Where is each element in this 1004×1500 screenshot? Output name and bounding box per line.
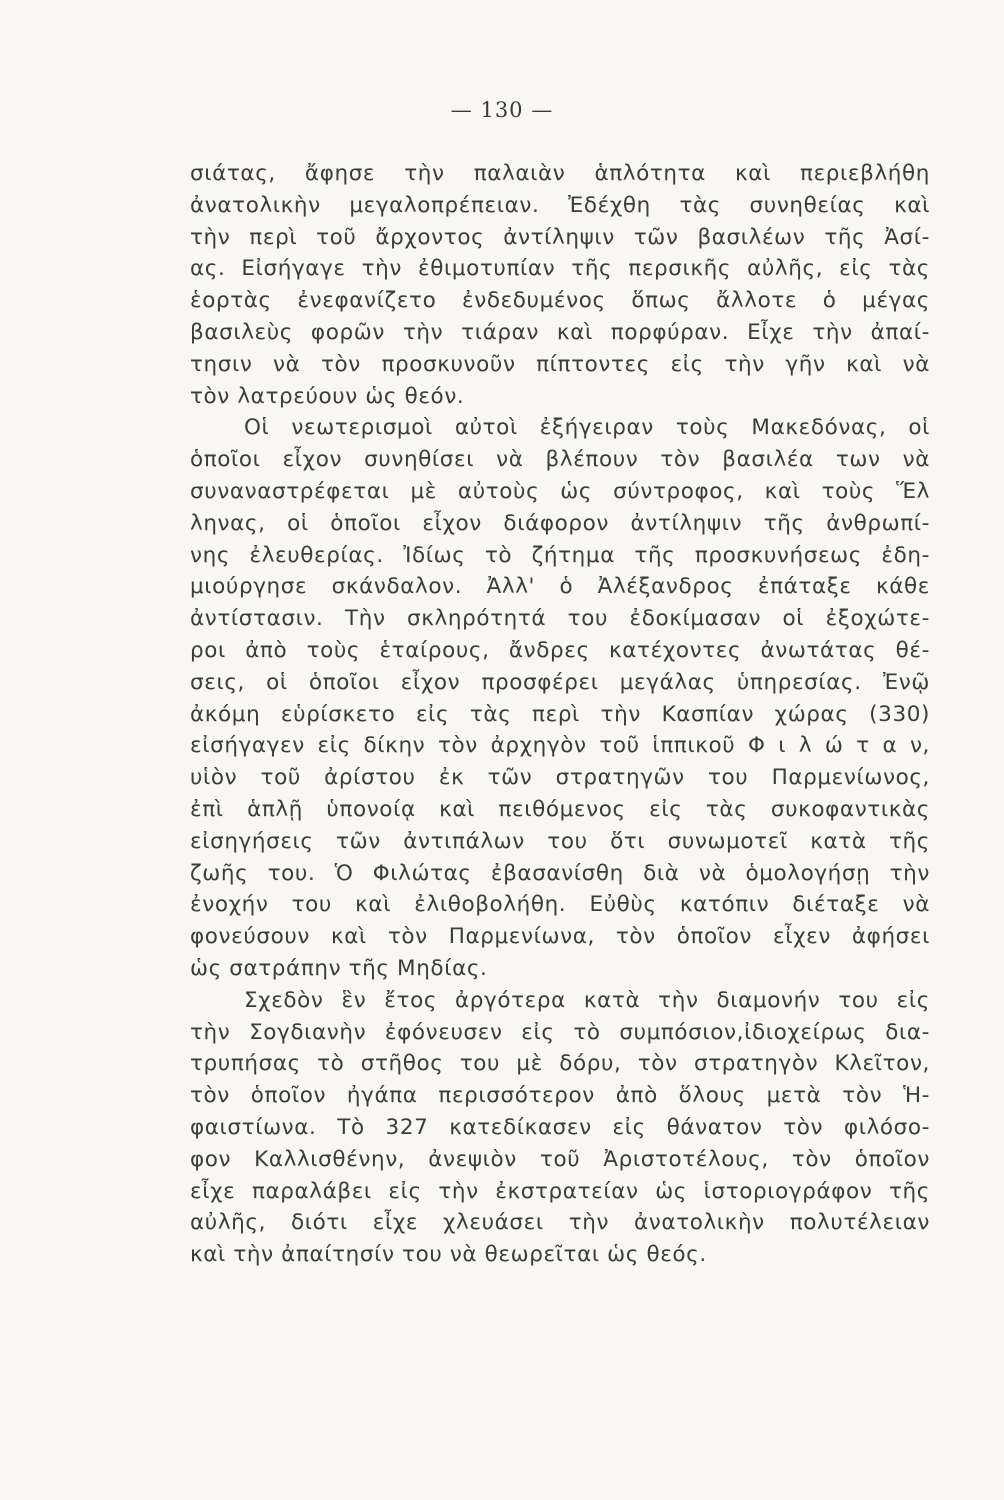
text-line: σιάτας, ἄφησε τὴν παλαιὰν ἁπλότητα καὶ περιεβλήθη <box>190 161 930 186</box>
text-line: ληνας, οἱ ὁποῖοι εἶχον διάφορον ἀντίληψιν τῆς ἀνθρωπί- <box>190 510 930 536</box>
text-line: ἑορτὰς ἐνεφανίζετο ἐνδεδυμένος ὅπως ἄλλοτε ὁ μέγας <box>190 288 930 314</box>
text-line: συναναστρέφεται μὲ αὐτοὺς ὡς σύντροφος, καὶ τοὺς Ἕλ <box>190 478 930 504</box>
body-text <box>190 158 930 1271</box>
text-line: τησιν νὰ τὸν προσκυνοῦν πίπτοντες εἰς τὴν γῆν καὶ νὰ <box>190 351 930 377</box>
text-line: τὸν λατρεύουν ὡς θεόν. <box>190 383 465 409</box>
text-line: ὁποῖοι εἶχον συνηθίσει νὰ βλέπουν τὸν βασιλέα των νὰ <box>190 447 930 473</box>
text-line: φονεύσουν καὶ τὸν Παρμενίωνα, τὸν ὁποῖον εἶχεν ἀφήσει <box>190 924 930 950</box>
text-line: ἐπὶ ἁπλῇ ὑπονοίᾳ καὶ πειθόμενος εἰς τὰς συκοφαντικὰς <box>190 796 930 822</box>
text-line: ζωῆς του. Ὁ Φιλώτας ἐβασανίσθη διὰ νὰ ὁμολογήσῃ τὴν <box>190 860 930 886</box>
text-line: τὴν Σογδιανὴν ἐφόνευσεν εἰς τὸ συμπόσιον,ἰδιοχείρως δια- <box>190 1019 930 1045</box>
text-line: φαιστίωνα. Τὸ 327 κατεδίκασεν εἰς θάνατον τὸν φιλόσο- <box>190 1114 930 1140</box>
text-line: τὸν ὁποῖον ἠγάπα περισσότερον ἀπὸ ὅλους μετὰ τὸν Ἡ- <box>190 1083 930 1109</box>
text-line: αὐλῆς, διότι εἶχε χλευάσει τὴν ἀνατολικὴν πολυτέλειαν <box>190 1210 930 1236</box>
text-line: βασιλεὺς φορῶν τὴν τιάραν καὶ πορφύραν. Εἶχε τὴν ἀπαί- <box>190 319 930 345</box>
text-line: εἰσηγήσεις τῶν ἀντιπάλων του ὅτι συνωμοτεῖ κατὰ τῆς <box>190 828 930 854</box>
text-line: εἰσήγαγεν εἰς δίκην τὸν ἀρχηγὸν τοῦ ἱππικοῦ Φ ι λ ώ τ α ν, <box>190 733 930 759</box>
text-line: Σχεδὸν ἓν ἔτος ἀργότερα κατὰ τὴν διαμονήν του εἰς <box>244 987 930 1013</box>
text-line: τὴν περὶ τοῦ ἄρχοντος ἀντίληψιν τῶν βασιλέων τῆς Ἀσί- <box>190 224 930 250</box>
text-line: ας. Εἰσήγαγε τὴν ἐθιμοτυπίαν τῆς περσικῆς αὐλῆς, εἰς τὰς <box>190 256 930 282</box>
text-line: καὶ τὴν ἀπαίτησίν του νὰ θεωρεῖται ὡς θεός. <box>190 1242 707 1268</box>
text-line: εἶχε παραλάβει εἰς τὴν ἐκστρατείαν ὡς ἱστοριογράφον τῆς <box>190 1178 930 1204</box>
text-line: σεις, οἱ ὁποῖοι εἶχον προσφέρει μεγάλας ὑπηρεσίας. Ἐνῷ <box>190 669 930 695</box>
text-line: ἐνοχήν του καὶ ἐλιθοβολήθη. Εὐθὺς κατόπιν διέταξε νὰ <box>190 892 930 918</box>
text-line: νης ἐλευθερίας. Ἰδίως τὸ ζήτημα τῆς προσκυνήσεως ἐδη- <box>190 542 930 568</box>
text-line: ἀντίστασιν. Τὴν σκληρότητά του ἐδοκίμασαν οἱ ἐξοχώτε- <box>190 606 930 632</box>
text-line: ἀνατολικὴν μεγαλοπρέπειαν. Ἐδέχθη τὰς συνηθείας καὶ <box>190 192 930 218</box>
page-number: — 130 — <box>450 98 554 122</box>
text-line: ὡς σατράπην τῆς Μηδίας. <box>190 955 488 981</box>
text-line: φον Καλλισθένην, ἀνεψιὸν τοῦ Ἀριστοτέλους, τὸν ὁποῖον <box>190 1146 930 1172</box>
text-line: υἱὸν τοῦ ἀρίστου ἐκ τῶν στρατηγῶν του Παρμενίωνος, <box>190 765 930 791</box>
text-line: τρυπήσας τὸ στῆθος του μὲ δόρυ, τὸν στρατηγὸν Κλεῖτον, <box>190 1051 930 1077</box>
text-line: ροι ἀπὸ τοὺς ἑταίρους, ἄνδρες κατέχοντες ἀνωτάτας θέ- <box>190 637 930 663</box>
text-line: μιούργησε σκάνδαλον. Ἀλλ' ὁ Ἀλέξανδρος ἐπάταξε κάθε <box>190 574 930 600</box>
text-line: Οἱ νεωτερισμοὶ αὐτοὶ ἐξήγειραν τοὺς Μακεδόνας, οἱ <box>244 415 930 441</box>
text-line: ἀκόμη εὑρίσκετο εἰς τὰς περὶ τὴν Κασπίαν χώρας (330) <box>190 701 930 727</box>
